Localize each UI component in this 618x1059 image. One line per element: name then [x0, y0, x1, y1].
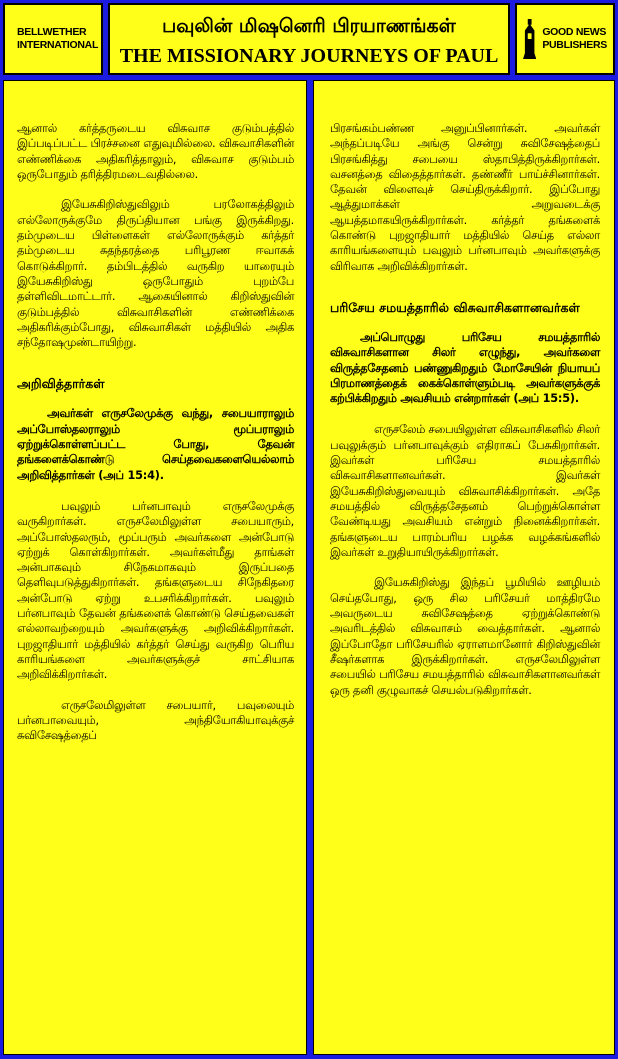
title-english: THE MISSIONARY JOURNEYS OF PAUL [119, 45, 499, 67]
paragraph: எருசலேம் சபையிலுள்ள விசுவாசிகளில் சிலர் பவுலுக்கும் பர்னபாவுக்கும் எதிராகப் பேசுகிறார்கள். இவர்கள் பரிசேய சமயத்தாரில் விசுவாசிகளானவர்கள். இவர்கள் இயேசுகிறிஸ்துவையும் விசுவாசிக்கிறார்கள். அதே சமயத்தில் விருத்தசேதனம் பெற்றுக்கொள்ள வேண்டியது அவசியம் என்றும் நினைக்கிறார்கள். தங்களுடைய பாரம்பரிய பழக்க வழக்கங்களில் இவர்கள் உறுதியாயிருக்கிறார்கள். [330, 423, 600, 559]
right-logo-line2: PUBLISHERS [542, 39, 607, 51]
right-column [313, 80, 615, 1055]
paragraph: எருசலேமிலுள்ள சபையார், பவுலையும் பர்னபாவையும், அந்தியோகியாவுக்குச் சுவிசேஷத்தைப் [17, 698, 294, 743]
scripture-quote: அப்பொழுது பரிசேய சமயத்தாரில் விசுவாசிகளான சிலர் எழுந்து, அவர்களை விருத்தசேதனம் பண்ணுகிறதும் மோசேயின் நியாயப் பிரமாணத்தைக் கைக்கொள்ளும்படி அவர்களுக்குக் கற்பிக்கிறதும் அவசியம் என்றார்கள் (அப் 15:5). [330, 330, 600, 406]
title-banner [108, 3, 510, 75]
left-logo-line2: INTERNATIONAL [17, 39, 99, 51]
good-news-logo [515, 3, 615, 75]
bell-tower-icon [523, 18, 536, 60]
left-column [3, 80, 307, 1055]
bellwether-logo [3, 3, 103, 75]
section-heading: அறிவித்தார்கள் [17, 376, 105, 392]
paragraph: இயேசுகிறிஸ்து இந்தப் பூமியில் ஊழியம் செய்தபோது, ஒரு சில பரிசேயர் மாத்திரமே அவருடைய சுவிசேஷத்தை ஏற்றுக்கொண்டு அவரிடத்தில் விசுவாசம் வைத்தார்கள். ஆனால் இப்போதோ பரிசேயரில் ஏராளமானோர் கிறிஸ்துவின் சீஷர்களாக இருக்கிறார்கள். எருசலேமிலுள்ள சபையில் பரிசேய சமயத்தாரில் விசுவாசிகளானவர்கள் ஒரு தனி குழுவாகச் செயல்படுகிறார்கள். [330, 576, 600, 697]
scripture-quote: அவர்கள் எருசலேமுக்கு வந்து, சபையாராலும் அப்போஸ்தலராலும் மூப்பராலும் ஏற்றுக்கொள்ளப்பட்ட போது, தேவன் தங்களைக்கொண்டு செய்தவைகளையெல்லாம் அறிவித்தார்கள் (அப் 15:4). [17, 407, 294, 482]
paragraph: ஆனால் கர்த்தருடைய விசுவாச குடும்பத்தில் இப்படிப்பட்ட பிரச்சனை எதுவுமில்லை. விசுவாசிகளின் எண்ணிக்கை அதிகரித்தாலும், விசுவாச குடும்பம் ஒருபோதும் தரித்திரமடைவதில்லை. [17, 122, 294, 181]
title-tamil: பவுலின் மிஷனெரி பிரயாணங்கள் [162, 15, 456, 37]
right-logo-line1: GOOD NEWS [542, 26, 607, 38]
paragraph: பிரசங்கம்பண்ண அனுப்பினார்கள். அவர்கள் அந்தப்படியே அங்கு சென்று சுவிசேஷத்தைப் பிரசங்கித்து சபையை ஸ்தாபித்திருக்கிறார்கள். வசனத்தை விதைத்தார்கள். தண்ணீர் பாய்ச்சினார்கள். தேவன் விளைவுச் செய்திருக்கிறார். இப்போது ஆத்துமாக்கள் அறுவடைக்கு ஆயத்தமாகயிருக்கிறார்கள். கர்த்தர் தங்களைக் கொண்டு புறஜாதியார் மத்தியில் செய்த எல்லா காரியங்களையும் பவுலும் பர்னபாவும் அவர்களுக்கு விரிவாக அறிவிக்கிறார்கள். [330, 122, 600, 273]
paragraph: இயேசுகிறிஸ்துவிலும் பரலோகத்திலும் எல்லோருக்குமே திருப்தியான பங்கு இருக்கிறது. தம்முடைய பிள்ளைகள் எல்லோருக்கும் கர்த்தர் தம்முடைய சுதந்தரத்தை பரிபூரண ஈவாகக் கொடுக்கிறார். தம்பிடத்தில் வருகிற யாரையும் இயேசுகிறிஸ்து ஒருபோதும் புறம்பே தள்ளிவிடமாட்டார். ஆகையினால் கிறிஸ்துவின் குடும்பத்தில் விசுவாசிகளின் எண்ணிக்கை அதிகரிக்கும்போது, விசுவாசிகள் மத்தியில் அதிக சந்தோஷமுண்டாயிற்று. [17, 198, 294, 350]
section-heading: பரிசேய சமயத்தாரில் விசுவாசிகளானவர்கள் [330, 299, 580, 315]
paragraph: பவுலும் பர்னபாவும் எருசலேமுக்கு வருகிறார்கள். எருசலேமிலுள்ள சபையாரும், அப்போஸ்தலரும், மூப்பரும் அவர்களை அன்போடு ஏற்றுக் கொள்கிறார்கள். அவர்கள்மீது தாங்கள் அன்பாகவும் சிநேகமாகவும் இருப்பதை தெளிவுபடுத்துகிறார்கள். தங்களுடைய சிநேகிதரை அன்போடு ஏற்று உபசரிக்கிறார்கள். பவுலும் பர்னபாவும் தேவன் தங்களைக் கொண்டு செய்தவைகள் எல்லாவற்றையும் அவர்களுக்கு அறிவிக்கிறார்கள். புறஜாதியார் மத்தியில் கர்த்தர் செய்து வருகிற பெரிய காரியங்களை அவர்களுக்குச் சாட்சியாக அறிவிக்கிறார்கள். [17, 499, 294, 682]
left-logo-line1: BELLWETHER [17, 26, 87, 38]
